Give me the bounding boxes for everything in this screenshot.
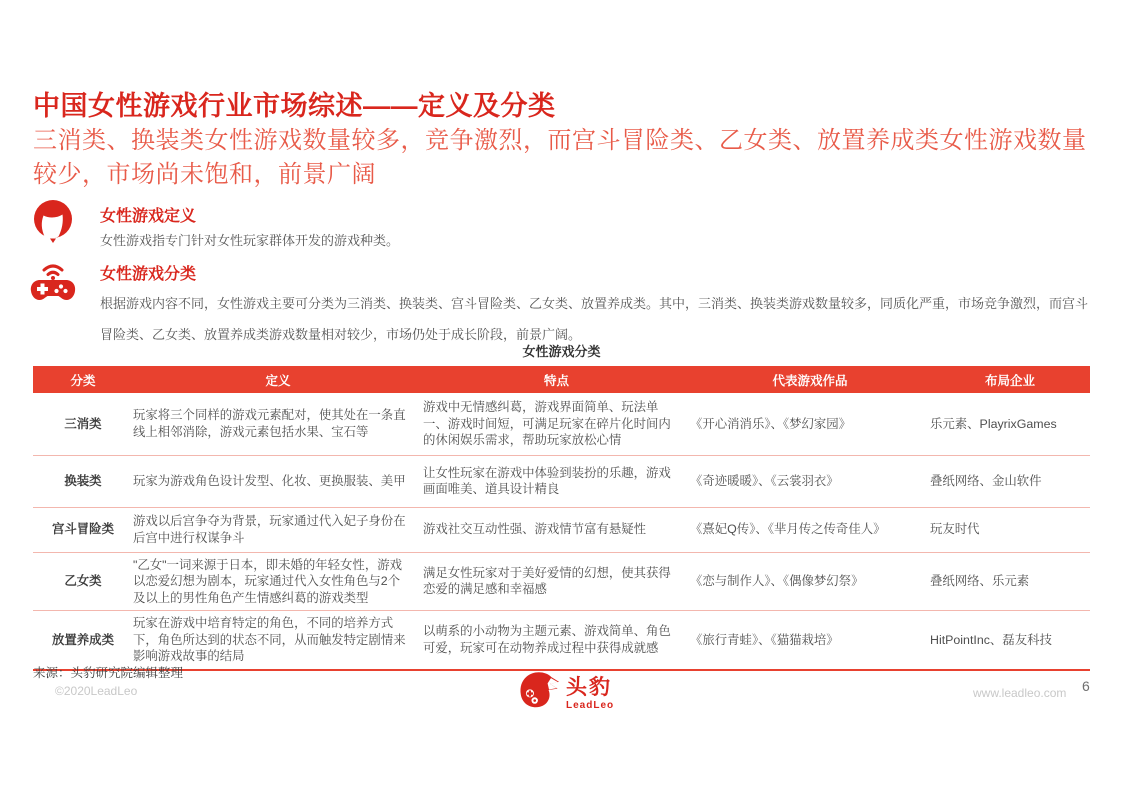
cell-definition: 玩家在游戏中培育特定的角色，不同的培养方式下，角色所达到的状态不同，从而触发特定剧情来影响游戏故事的结局 [133, 616, 406, 663]
cell-category: 乙女类 [33, 552, 133, 611]
page-subtitle: 三消类、换装类女性游戏数量较多，竞争激烈，而宫斗冒险类、乙女类、放置养成类女性游戏数量较少，市场尚未饱和，前景广阔 [33, 127, 1087, 188]
copyright-text: ©2020LeadLeo [55, 684, 138, 698]
column-header-companies: 布局企业 [930, 366, 1090, 393]
table-header-row [33, 366, 1090, 393]
cell-games: 《恋与制作人》、《偶像梦幻祭》 [690, 552, 930, 611]
cell-games: 《熹妃Q传》、《芈月传之传奇佳人》 [690, 507, 930, 552]
cell-companies: 玩友时代 [930, 507, 1090, 552]
gamepad-icon [30, 260, 76, 307]
logo-en: LeadLeo [566, 699, 615, 711]
cell-category: 换装类 [33, 455, 133, 507]
cell-definition: 游戏以后宫争夺为背景，玩家通过代入妃子身份在后宫中进行权谋争斗 [133, 507, 423, 552]
column-header-category: 分类 [33, 366, 133, 393]
cell-category: 宫斗冒险类 [33, 507, 133, 552]
leadleo-logo [518, 670, 614, 717]
page-title: 中国女性游戏行业市场综述——定义及分类 [33, 91, 556, 121]
cell-definition: 玩家为游戏角色设计发型、化妆、更换服装、美甲 [133, 455, 423, 507]
cell-companies: 叠纸网络、乐元素 [930, 552, 1090, 611]
cell-games: 《开心消消乐》、《梦幻家园》 [690, 393, 930, 455]
cell-companies: 叠纸网络、金山软件 [930, 455, 1090, 507]
table-row [33, 507, 1090, 552]
section-classification-body: 根据游戏内容不同，女性游戏主要可分类为三消类、换装类、宫斗冒险类、乙女类、放置养成类。其中，三消类、换装类游戏数量较多，同质化严重，市场竞争激烈，而宫斗冒险类、乙女类、放置养成类游戏数量相对较少，市场仍处于成长阶段，前景广阔。 [100, 296, 1089, 342]
table-row [33, 455, 1090, 507]
cell-features: 以萌系的小动物为主题元素、游戏简单、角色可爱，玩家可在动物养成过程中获得成就感 [423, 624, 671, 655]
section-definition-heading: 女性游戏定义 [100, 208, 197, 225]
page-number: 6 [1082, 678, 1090, 694]
logo-text [566, 677, 614, 711]
cell-games: 《旅行青蛙》、《猫猫栽培》 [690, 632, 839, 647]
section-classification-heading: 女性游戏分类 [100, 266, 197, 283]
cell-features: 满足女性玩家对于美好爱情的幻想，使其获得恋爱的满足感和幸福感 [423, 552, 690, 611]
table-row [33, 611, 1090, 670]
woman-head-icon [33, 198, 73, 249]
cell-features: 让女性玩家在游戏中体验到装扮的乐趣，游戏画面唯美、道具设计精良 [423, 455, 690, 507]
column-header-games: 代表游戏作品 [690, 366, 930, 393]
cell-definition: "乙女"一词来源于日本，即未婚的年轻女性，游戏以恋爱幻想为剧本，玩家通过代入女性角色与2个及以上的男性角色产生情感纠葛的游戏类型 [133, 552, 423, 611]
source-note: 来源：头豹研究院编辑整理 [33, 666, 184, 680]
table-row [33, 552, 1090, 611]
table-row [33, 393, 1090, 455]
cell-companies: HitPointInc、磊友科技 [930, 632, 1052, 647]
table-title: 女性游戏分类 [522, 344, 601, 359]
column-header-definition: 定义 [133, 366, 423, 393]
leopard-icon [518, 670, 560, 717]
cell-category: 三消类 [33, 393, 133, 455]
cell-features: 游戏社交互动性强、游戏情节富有悬疑性 [423, 507, 690, 552]
cell-category: 放置养成类 [52, 632, 114, 647]
column-header-features: 特点 [423, 366, 690, 393]
logo-cn: 头豹 [566, 675, 612, 699]
cell-companies: 乐元素、PlayrixGames [930, 393, 1090, 455]
cell-definition: 玩家将三个同样的游戏元素配对，使其处在一条直线上相邻消除，游戏元素包括水果、宝石等 [133, 393, 423, 455]
cell-games: 《奇迹暖暖》、《云裳羽衣》 [690, 455, 930, 507]
section-definition-body: 女性游戏指专门针对女性玩家群体开发的游戏种类。 [100, 233, 400, 248]
classification-table [33, 366, 1090, 671]
website-text: www.leadleo.com [973, 686, 1067, 700]
cell-features: 游戏中无情感纠葛，游戏界面简单、玩法单一、游戏时间短，可满足玩家在碎片化时间内的休闲娱乐需求，帮助玩家放松心情 [423, 393, 690, 455]
